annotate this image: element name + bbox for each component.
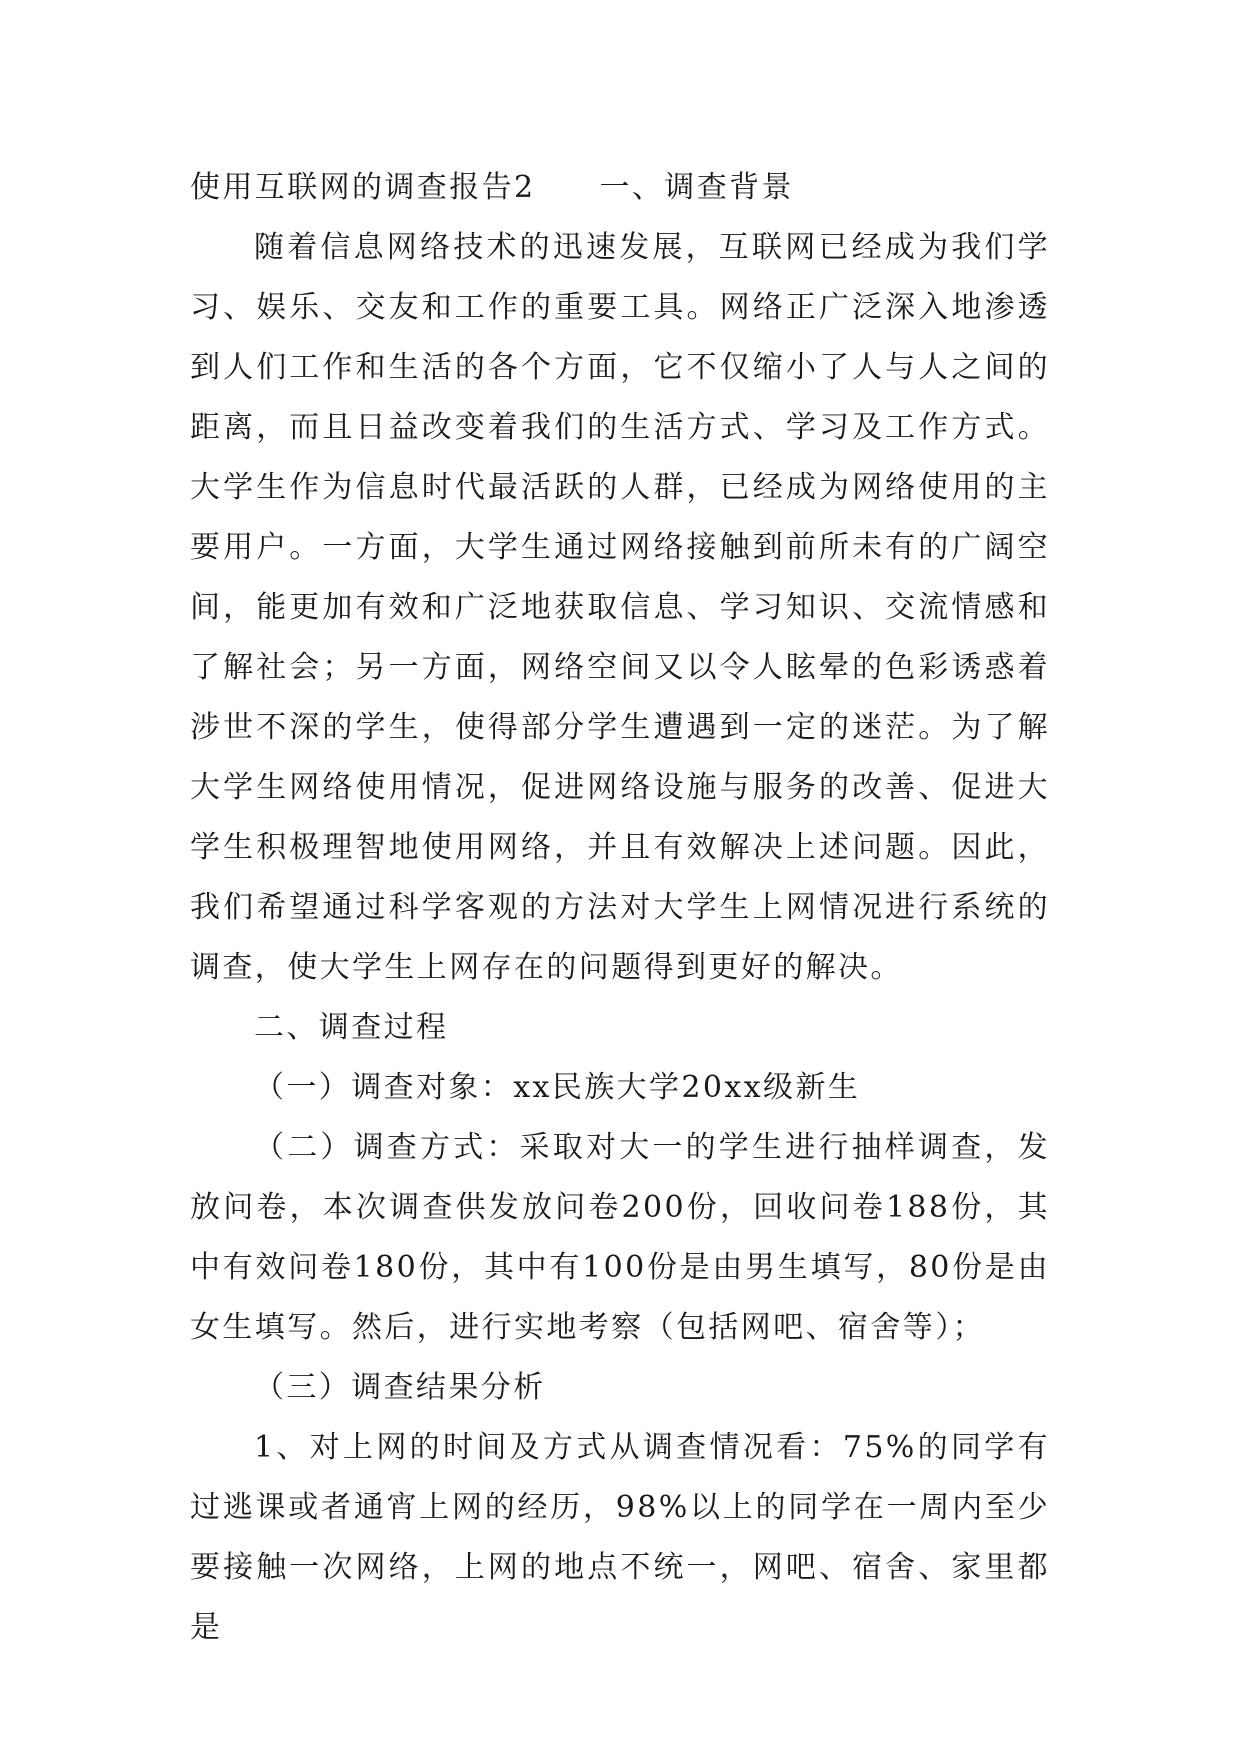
survey-method-paragraph: （二）调查方式：采取对大一的学生进行抽样调查，发放问卷，本次调查供发放问卷200份，回收问卷188份，其中有效问卷180份，其中有100份是由男生填写，80份是由女生填写。然后，进行实地考察（包括网吧、宿舍等）； <box>190 1130 1050 1345</box>
analysis-heading: （三）调查结果分析 <box>254 1370 546 1405</box>
document-body <box>190 158 1050 1658</box>
analysis-item-1: 1、对上网的时间及方式从调查情况看：75%的同学有过逃课或者通宵上网的经历，98%以上的同学在一周内至少要接触一次网络，上网的地点不统一，网吧、宿舍、家里都是 <box>190 1430 1050 1645</box>
survey-subject-paragraph: （一）调查对象：xx民族大学20xx级新生 <box>254 1070 861 1105</box>
background-paragraph: 随着信息网络技术的迅速发展，互联网已经成为我们学习、娱乐、交友和工作的重要工具。网络正广泛深入地渗透到人们工作和生活的各个方面，它不仅缩小了人与人之间的距离，而且日益改变着我们的生活方式、学习及工作方式。大学生作为信息时代最活跃的人群，已经成为网络使用的主要用户。一方面，大学生通过网络接触到前所未有的广阔空间，能更加有效和广泛地获取信息、学习知识、交流情感和了解社会；另一方面，网络空间又以令人眩晕的色彩诱惑着涉世不深的学生，使得部分学生遭遇到一定的迷茫。为了解大学生网络使用情况，促进网络设施与服务的改善、促进大学生积极理智地使用网络，并且有效解决上述问题。因此，我们希望通过科学客观的方法对大学生上网情况进行系统的调查，使大学生上网存在的问题得到更好的解决。 <box>190 230 1050 985</box>
section2-heading: 二、调查过程 <box>254 1010 449 1045</box>
section1-heading: 一、调查背景 <box>599 170 794 205</box>
title-line <box>190 158 1050 218</box>
document-title: 使用互联网的调查报告2 <box>190 170 536 205</box>
